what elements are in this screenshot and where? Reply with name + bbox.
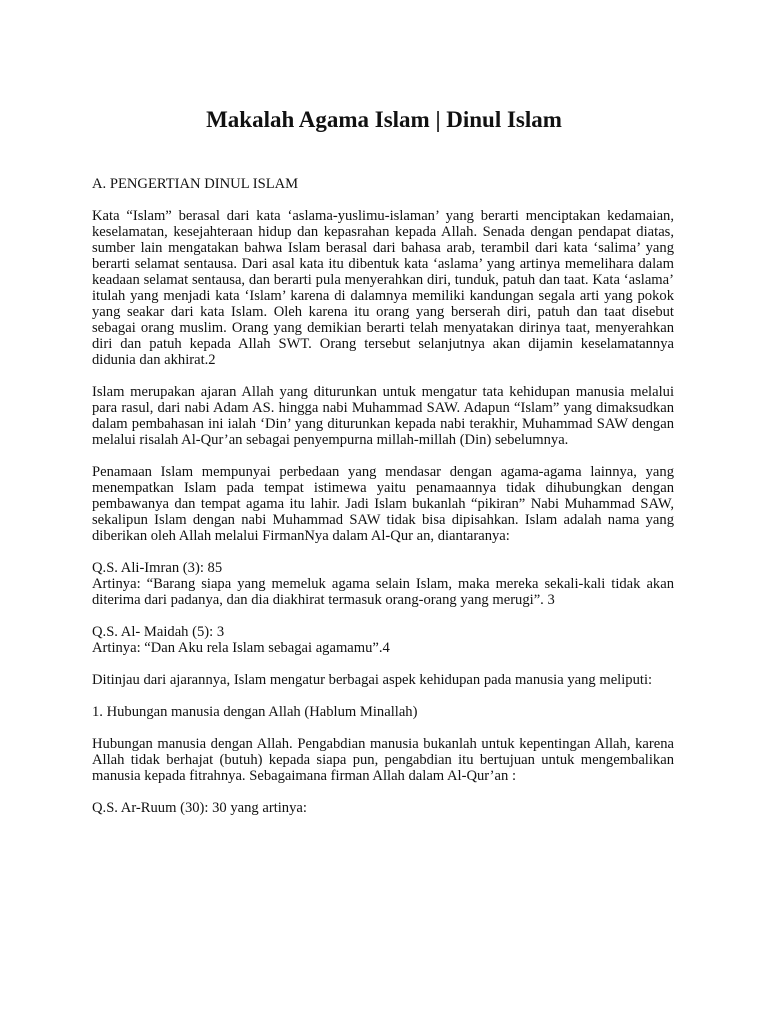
quran-reference: Q.S. Al- Maidah (5): 3 xyxy=(92,624,225,640)
paragraph-etymology: Kata “Islam” berasal dari kata ‘aslama-yuslimu-islaman’ yang berarti menciptakan kedamaian, keselamatan, kesejahteraan hidup dan kepasrahan kepada Allah. Senada dengan pendapat diatas, sumber lain mengatakan bahwa Islam berasal dari bahasa arab, terambil dari kata ‘salima’ yang berarti selamat sentausa. Dari asal kata itu dibentuk kata ‘aslama’ yang artinya memelihara dalam keadaan selamat sentausa, dan berarti pula menyerahkan diri, tunduk, patuh dan taat. Kata ‘aslama’ itulah yang menjadi kata ‘Islam’ karena di dalamnya memiliki kandungan segala arti yang pokok yang seakar dari kata Islam. Oleh karena itu orang yang berserah diri, patuh dan taat disebut sebagai orang muslim. Orang yang demikian berarti telah menyatakan dirinya taat, menyerahkan diri dan patuh kepada Allah SWT. Orang tersebut selanjutnya akan dijamin keselamatannya didunia dan akhirat.2 xyxy=(92,208,674,368)
document-body xyxy=(92,176,674,816)
document-title: Makalah Agama Islam | Dinul Islam xyxy=(206,107,562,132)
quran-reference-ar-ruum: Q.S. Ar-Ruum (30): 30 yang artinya: xyxy=(92,800,307,816)
quran-translation: Artinya: “Barang siapa yang memeluk agama selain Islam, maka mereka sekali-kali tidak akan diterima dari padanya, dan dia diakhirat termasuk orang-orang yang merugi”. 3 xyxy=(92,576,674,608)
quran-quote-al-maidah xyxy=(92,624,674,656)
paragraph-naming: Penamaan Islam mempunyai perbedaan yang mendasar dengan agama-agama lainnya, yang menempatkan Islam pada tempat istimewa yaitu penamaannya tidak dihubungkan dengan pembawanya dan tempat agama itu lahir. Jadi Islam bukanlah “pikiran” Nabi Muhammad SAW, sekalipun Islam dengan nabi Muhammad SAW tidak bisa dipisahkan. Islam adalah nama yang diberikan oleh Allah melalui FirmanNya dalam Al-Qur an, diantaranya: xyxy=(92,464,674,544)
quran-translation: Artinya: “Dan Aku rela Islam sebagai agamamu”.4 xyxy=(92,640,390,656)
paragraph-definition: Islam merupakan ajaran Allah yang diturunkan untuk mengatur tata kehidupan manusia melalui para rasul, dari nabi Adam AS. hingga nabi Muhammad SAW. Adapun “Islam” yang dimaksudkan dalam pembahasan ini ialah ‘Din’ yang diturunkan kepada nabi terakhir, Muhammad SAW dengan melalui risalah Al-Qur’an sebagai penyempurna millah-millah (Din) sebelumnya. xyxy=(92,384,674,448)
list-item-hablum-minallah: 1. Hubungan manusia dengan Allah (Hablum Minallah) xyxy=(92,704,418,720)
quran-reference: Q.S. Ali-Imran (3): 85 xyxy=(92,560,223,576)
paragraph-relationship: Hubungan manusia dengan Allah. Pengabdian manusia bukanlah untuk kepentingan Allah, karena Allah tidak berhajat (butuh) kepada siapa pun, pengabdian itu bertujuan untuk mengembalikan manusia kepada fitrahnya. Sebagaimana firman Allah dalam Al-Qur’an : xyxy=(92,736,674,784)
paragraph-aspects: Ditinjau dari ajarannya, Islam mengatur berbagai aspek kehidupan pada manusia yang meliputi: xyxy=(92,672,653,688)
section-heading: A. PENGERTIAN DINUL ISLAM xyxy=(92,176,299,192)
quran-quote-ali-imran xyxy=(92,560,674,608)
